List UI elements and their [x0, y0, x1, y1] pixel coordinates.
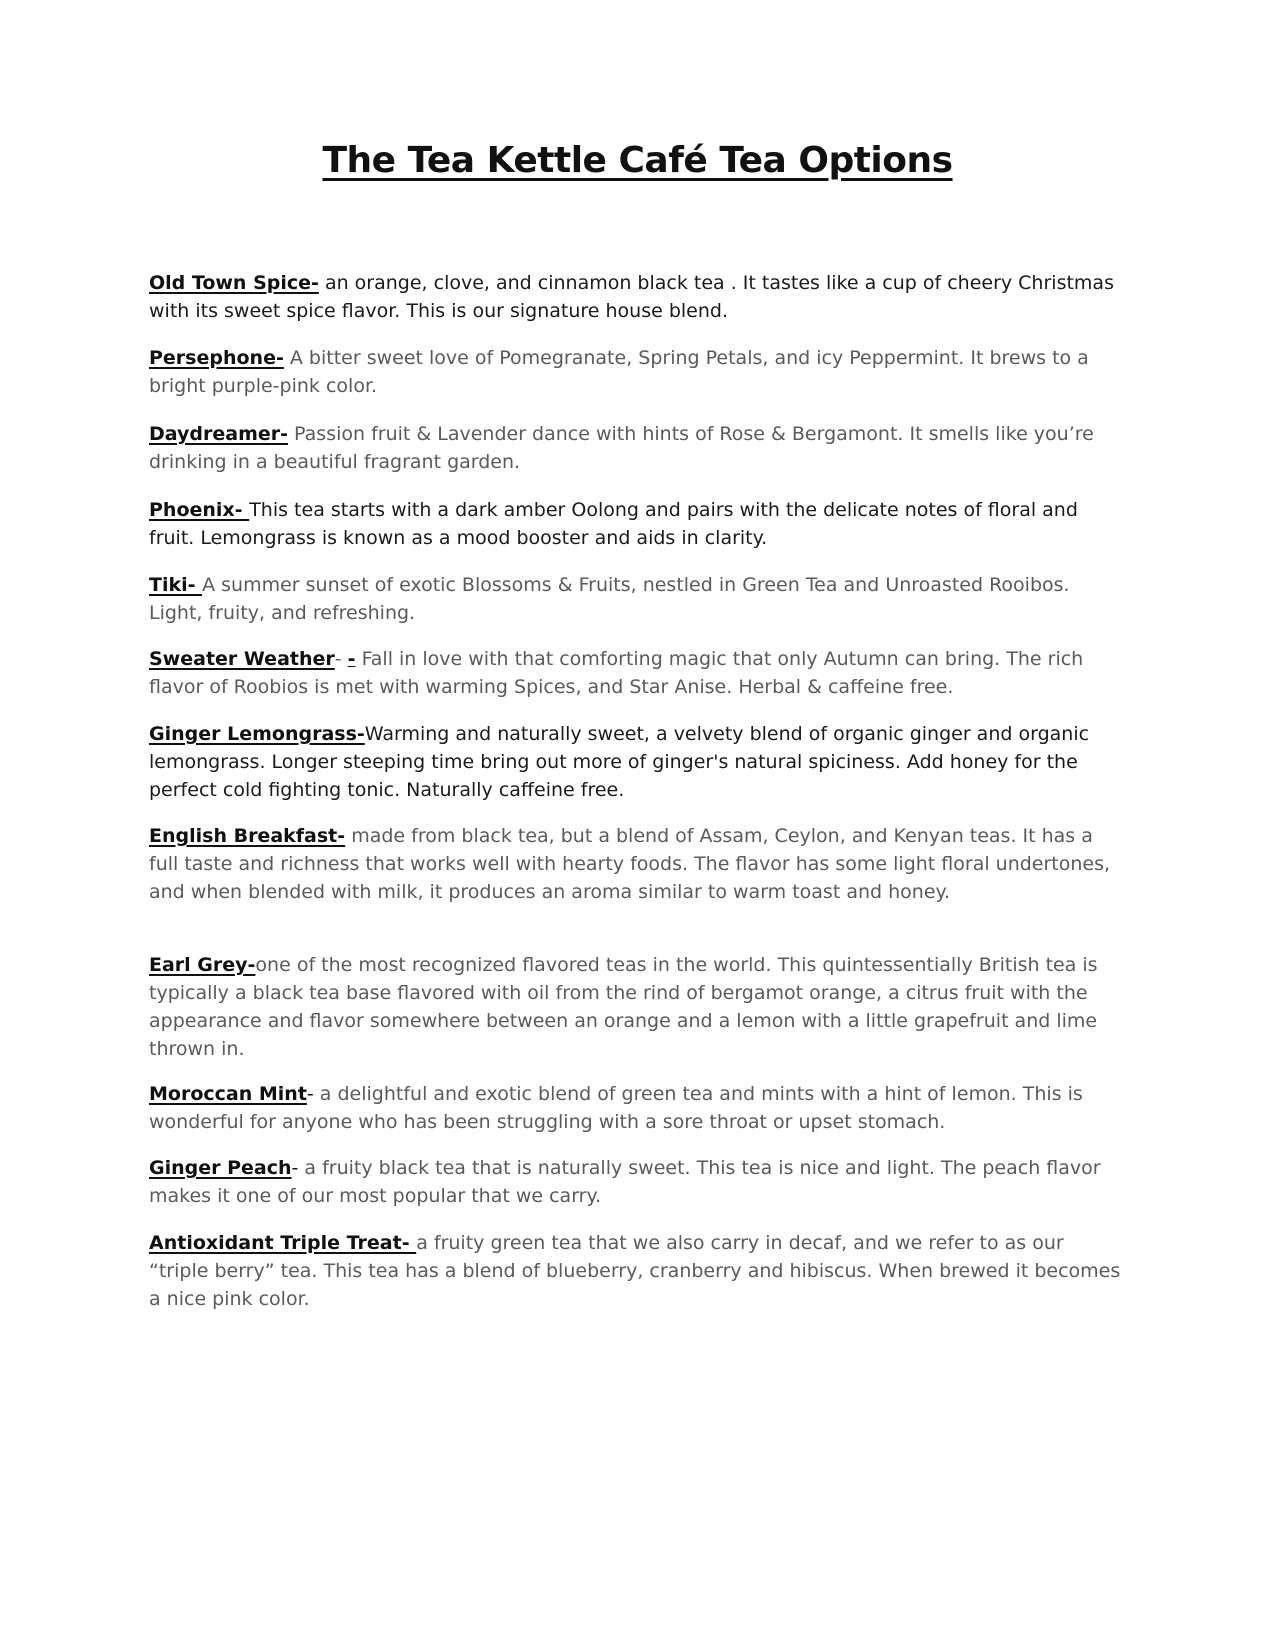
tea-name: Earl Grey-	[149, 954, 256, 976]
tea-name: Old Town Spice-	[149, 272, 319, 294]
tea-name: Phoenix-	[149, 499, 250, 521]
tea-name: Moroccan Mint	[149, 1083, 307, 1105]
tea-description: Warming and naturally sweet, a velvety blend of organic ginger and organic lemongrass. Longer steeping time bring out more of ginger's natural spiciness. Add honey for the perfect cold fighting tonic. Naturally caffeine free.	[149, 723, 1090, 801]
tea-description: This tea starts with a dark amber Oolong and pairs with the delicate notes of floral and fruit. Lemongrass is known as a mood booster and aids in clarity.	[149, 499, 1078, 549]
tea-entry-ginger-lemongrass	[149, 720, 1124, 804]
tea-name-separator: -	[334, 648, 348, 670]
tea-entry-sweater-weather	[149, 645, 1124, 701]
tea-name: Antioxidant Triple Treat-	[149, 1232, 417, 1254]
tea-name: Ginger Peach	[149, 1157, 292, 1179]
tea-name-separator-underlined: -	[347, 648, 356, 670]
tea-description: Fall in love with that comforting magic that only Autumn can bring. The rich flavor of Roobios is met with warming Spices, and Star Anise. Herbal & caffeine free.	[149, 648, 1084, 698]
tea-description: an orange, clove, and cinnamon black tea . It tastes like a cup of cheery Christmas with its sweet spice flavor. This is our signature house blend.	[149, 272, 1114, 322]
tea-name: Sweater Weather	[149, 648, 335, 670]
tea-entry-earl-grey	[149, 951, 1124, 1063]
tea-entry-daydreamer	[149, 420, 1124, 476]
tea-name: Daydreamer-	[149, 423, 289, 445]
tea-description: A summer sunset of exotic Blossoms & Fruits, nestled in Green Tea and Unroasted Rooibos. Light, fruity, and refreshing.	[149, 574, 1070, 624]
tea-description: A bitter sweet love of Pomegranate, Spring Petals, and icy Peppermint. It brews to a bright purple-pink color.	[149, 347, 1089, 397]
tea-name-separator: -	[291, 1157, 299, 1179]
tea-description: a delightful and exotic blend of green tea and mints with a hint of lemon. This is wonderful for anyone who has been struggling with a sore throat or upset stomach.	[149, 1083, 1083, 1133]
tea-description: a fruity green tea that we also carry in decaf, and we refer to as our “triple berry” tea. This tea has a blend of blueberry, cranberry and hibiscus. When brewed it becomes a nice pink color.	[149, 1232, 1121, 1310]
tea-description: Passion fruit & Lavender dance with hints of Rose & Bergamont. It smells like you’re drinking in a beautiful fragrant garden.	[149, 423, 1094, 473]
tea-name: Persephone-	[149, 347, 284, 369]
tea-name-separator: -	[306, 1083, 314, 1105]
tea-entry-moroccan-mint	[149, 1080, 1124, 1136]
tea-entry-tiki	[149, 571, 1124, 627]
tea-entry-persephone	[149, 344, 1124, 400]
tea-name: Tiki-	[149, 574, 203, 596]
tea-name: Ginger Lemongrass-	[149, 723, 365, 745]
tea-name: English Breakfast-	[149, 825, 346, 847]
tea-entry-phoenix	[149, 496, 1124, 552]
tea-description: one of the most recognized flavored teas in the world. This quintessentially British tea is typically a black tea base flavored with oil from the rind of bergamot orange, a citrus fruit with the appearance and flavor somewhere between an orange and a lemon with a little grapefruit and lime thrown in.	[149, 954, 1098, 1060]
page-title: The Tea Kettle Café Tea Options	[322, 140, 953, 181]
tea-entry-english-breakfast	[149, 822, 1124, 906]
tea-description: a fruity black tea that is naturally sweet. This tea is nice and light. The peach flavor makes it one of our most popular that we carry.	[149, 1157, 1101, 1207]
tea-description: made from black tea, but a blend of Assam, Ceylon, and Kenyan teas. It has a full taste and richness that works well with hearty foods. The flavor has some light floral undertones, and when blended with milk, it produces an aroma similar to warm toast and honey.	[149, 825, 1111, 903]
tea-entry-old-town-spice	[149, 269, 1124, 325]
tea-entry-ginger-peach	[149, 1154, 1124, 1210]
tea-entry-antioxidant-triple-treat	[149, 1229, 1124, 1313]
